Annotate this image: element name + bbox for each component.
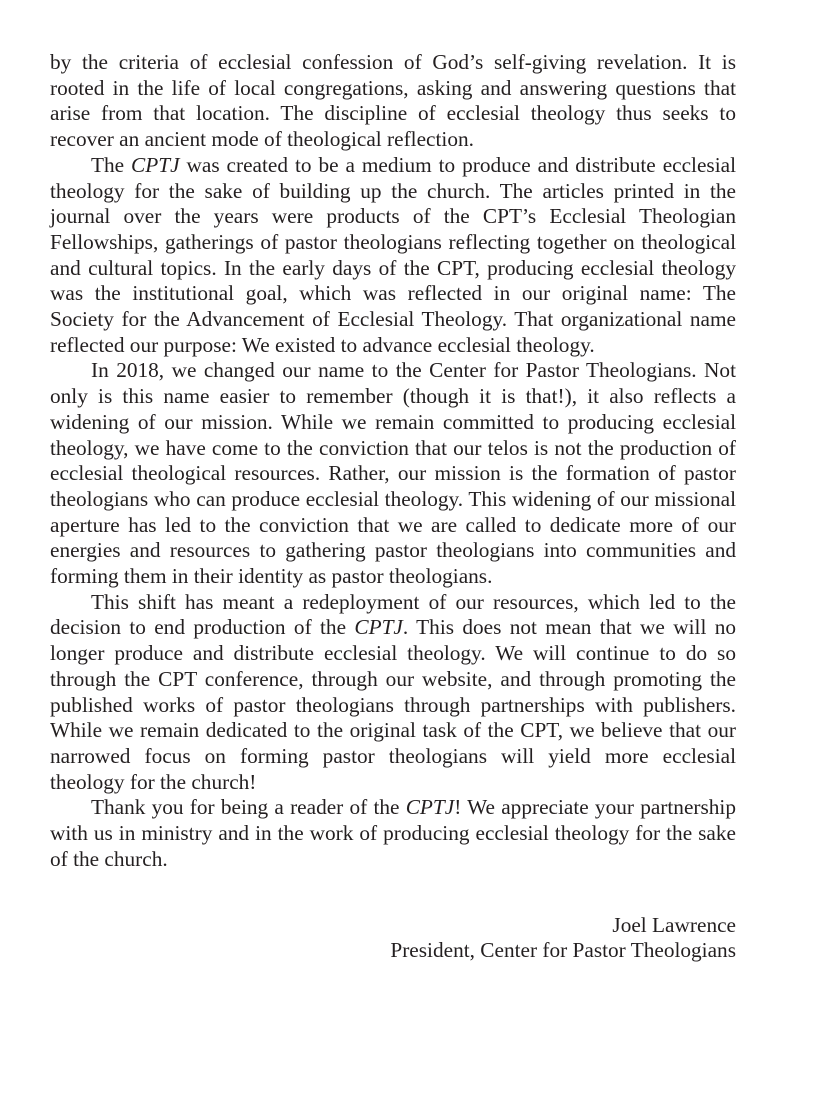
paragraph-text: was created to be a medium to produce and distribute ecclesial theology for the sake of building up the church. The articles printed in the journal over the years were products of the CPT’s Ecclesial Theologian Fellowships, gatherings of pastor theologians reflecting together on theological and cultural topics. In the early days of the CPT, producing ecclesial theology was the institutional goal, which was reflected in our original name: The Society for the Advancement of Ecclesial Theology. That organizational name reflected our purpose: We existed to advance ecclesial theology. [50,152,736,357]
signature-title: President, Center for Pastor Theologians [390,938,736,963]
paragraph-text: The [91,152,132,177]
paragraph [50,795,736,872]
paragraph-text: by the criteria of ecclesial confession of God’s self-giving revelation. It is rooted in the life of local congregations, asking and answering questions that arise from that location. The discipline of ecclesial theology thus seeks to recover an ancient mode of theological reflection. [50,50,736,152]
paragraph [50,153,736,359]
paragraph [50,590,736,796]
paragraph-text: This shift has meant a redeployment of our resources, which led to the decision to end production of the [50,589,736,640]
signature-block [50,913,736,964]
journal-title-italic: CPTJ [131,152,180,177]
document-page [50,50,736,964]
paragraph-text: Thank you for being a reader of the [91,795,406,820]
body-text [50,50,736,873]
journal-title-italic: CPTJ [354,615,403,640]
journal-title-italic: CPTJ [405,795,455,820]
paragraph [50,50,736,153]
paragraph [50,358,736,589]
paragraph-text: ! We appreciate your partnership with us in ministry and in the work of producing ecclesial theology for the sake of the church. [50,795,736,871]
paragraph-text: In 2018, we changed our name to the Center for Pastor Theologians. Not only is this name easier to remember (though it is that!), it also reflects a widening of our mission. While we remain committed to producing ecclesial theology, we have come to the conviction that our telos is not the production of ecclesial theological resources. Rather, our mission is the formation of pastor theologians who can produce ecclesial theology. This widening of our missional aperture has led to the conviction that we are called to dedicate more of our energies and resources to gathering pastor theologians into communities and forming them in their identity as pastor theologians. [50,358,736,589]
signature-name: Joel Lawrence [612,912,736,937]
paragraph-text: . This does not mean that we will no longer produce and distribute ecclesial theology. We will continue to do so through the CPT conference, through our website, and through promoting the published works of pastor theologians through partnerships with publishers. While we remain dedicated to the original task of the CPT, we believe that our narrowed focus on forming pastor theologians will yield more ecclesial theology for the church! [50,615,736,794]
